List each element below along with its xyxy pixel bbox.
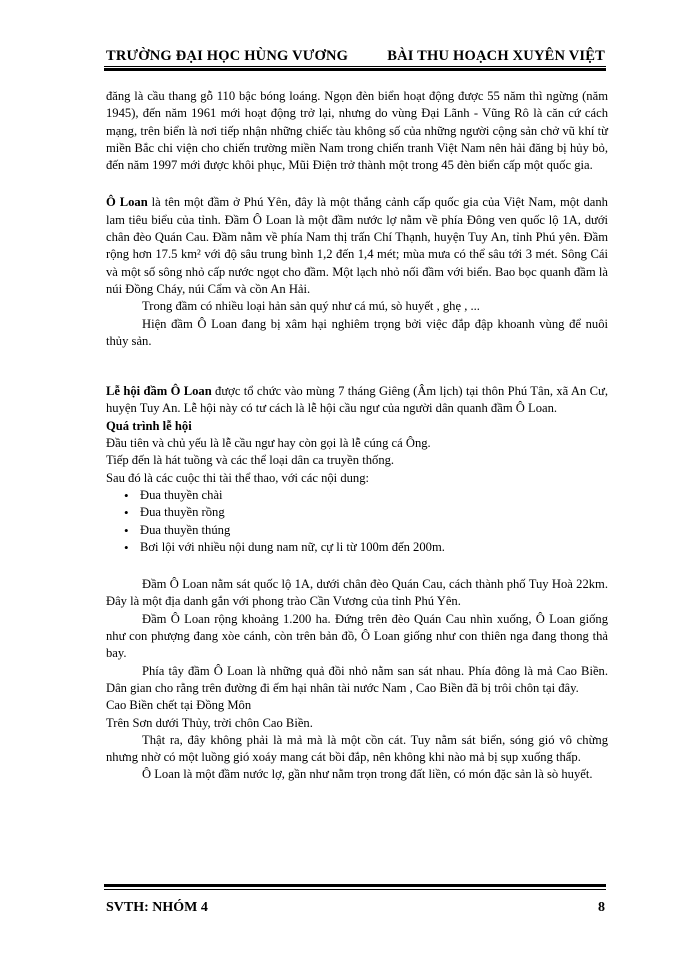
paragraph-seafood: Trong đầm có nhiều loại hản sản quý như cá mú, sò huyết , ghẹ , ... — [142, 299, 480, 314]
paragraph-next: Tiếp đến là hát tuồng và các thể loại dân ca truyền thống. — [106, 453, 395, 468]
section-heading-process: Quá trình lễ hội — [106, 418, 192, 433]
footer-rule-thick — [104, 884, 606, 887]
paragraph-o-loan-intro — [106, 194, 608, 298]
verse-line-2: Trên Sơn dưới Thủy, trời chôn Cao Biền. — [106, 715, 313, 730]
header-report-title: BÀI THU HOẠCH XUYÊN VIỆT — [387, 48, 605, 64]
paragraph-festival-text: được tổ chức vào mùng 7 tháng Giêng (Âm lịch) tại thôn Phú Tân, xã An Cư, huyện Tuy An. Lễ hội này có tư cách là lễ hội cầu ngư của người dân quanh đầm Ô Loan. — [106, 384, 608, 416]
paragraph-threat: Hiện đầm Ô Loan đang bị xâm hại nghiêm trọng bởi việc đắp đập khoanh vùng để nuôi thủy sản. — [106, 316, 608, 348]
contest-list — [106, 487, 608, 556]
header-rule-thick — [104, 68, 606, 71]
paragraph-o-loan-intro-text: là tên một đầm ở Phú Yên, đây là một thắng cảnh cấp quốc gia của Việt Nam, một danh lam tiêu biểu của tỉnh. Đầm Ô Loan là một đầm nước lợ nằm về phía Đông ven quốc lộ 1A, dưới chân đèo Quán Cau. Đầm nằm về phía Nam thị trấn Chí Thạnh, huyện Tuy An, tỉnh Phú yên. Đầm rộng hơn 17.5 km² với độ sâu trung bình 1,2 đến 1,4 mét; mùa mưa có thể sâu tới 3 mét. Sông Cái và một số sông nhỏ cấp nước ngọt cho đầm. Một lạch nhỏ nối đầm với biển. Bao bọc quanh đầm là núi Đồng Cháy, núi Cẩm và cồn An Hải. — [106, 195, 608, 296]
page-number: 8 — [598, 900, 605, 915]
list-item: • Đua thuyền chài — [126, 487, 608, 504]
paragraph-sand-dune: Thật ra, đây không phải là mả mà là một cồn cát. Tuy nằm sát biển, sóng gió vô chừng nhưng nhờ có một luồng gió xoáy mang cát bồi đắp, nên không khi nào mả bị sụp xuống thấp. — [106, 732, 608, 765]
list-item: • Đua thuyền thúng — [126, 522, 608, 539]
paragraph-festival — [106, 383, 608, 418]
term-festival: Lễ hội đầm Ô Loan — [106, 384, 212, 399]
footer-group: SVTH: NHÓM 4 — [106, 900, 208, 915]
header-rule-thin — [104, 66, 606, 67]
page-body — [106, 88, 608, 784]
verse-line-1: Cao Biền chết tại Đồng Môn — [106, 698, 252, 713]
paragraph-area: Đầm Ô Loan rộng khoảng 1.200 ha. Đứng trên đèo Quán Cau nhìn xuống, Ô Loan giống như con phượng đang xòe cánh, còn trên bản đồ, Ô Loan giống như con thiên nga đang thong thả bay. — [106, 611, 608, 661]
paragraph-west-east: Phía tây đầm Ô Loan là những quả đồi nhỏ nằm san sát nhau. Phía đông là mả Cao Biền. Dân gian cho rằng trên đường đi ếm hại nhân tài nước Nam , Cao Biền đã bị trôi chôn tại đây. — [106, 663, 608, 695]
footer-rule-thin — [104, 889, 606, 890]
list-item: • Đua thuyền rồng — [126, 504, 608, 521]
paragraph-then: Sau đó là các cuộc thi tài thể thao, với các nội dung: — [106, 470, 369, 485]
term-o-loan: Ô Loan — [106, 195, 148, 210]
list-item: • Bơi lội với nhiều nội dung nam nữ, cự li từ 100m đến 200m. — [126, 539, 608, 556]
paragraph-lighthouse: đăng là cầu thang gỗ 110 bậc bóng loáng. Ngọn đèn biển hoạt động được 55 năm thì ngừng (năm 1945), đến năm 1961 mới hoạt động trở lại, nhưng do vùng Đại Lãnh - Vũng Rô là căn cứ cách mạng, trên biển là nơi tiếp nhận những chiếc tàu không số của những người cộng sản chở vũ khí từ miền Bắc chi viện cho chiến trường miền Nam trong chiến tranh Việt Nam nên hải đăng bị hủy bỏ, đến năm 1997 mới được khôi phục, Mũi Điện trở thành một trong 45 đèn biển cấp một quốc gia. — [106, 89, 608, 173]
page-footer — [106, 900, 605, 920]
header-university: TRƯỜNG ĐẠI HỌC HÙNG VƯƠNG — [106, 48, 349, 64]
page-header — [106, 40, 605, 68]
paragraph-first: Đầu tiên và chủ yếu là lễ cầu ngư hay còn gọi là lễ cúng cá Ông. — [106, 436, 431, 451]
paragraph-location: Đầm Ô Loan nằm sát quốc lộ 1A, dưới chân đèo Quán Cau, cách thành phố Tuy Hoà 22km. Đây là một địa danh gắn với phong trào Cần Vương của tỉnh Phú Yên. — [106, 577, 608, 609]
paragraph-specialty: Ô Loan là một đầm nước lợ, gần như nằm trọn trong đất liền, có món đặc sản là sò huyết. — [142, 767, 593, 782]
